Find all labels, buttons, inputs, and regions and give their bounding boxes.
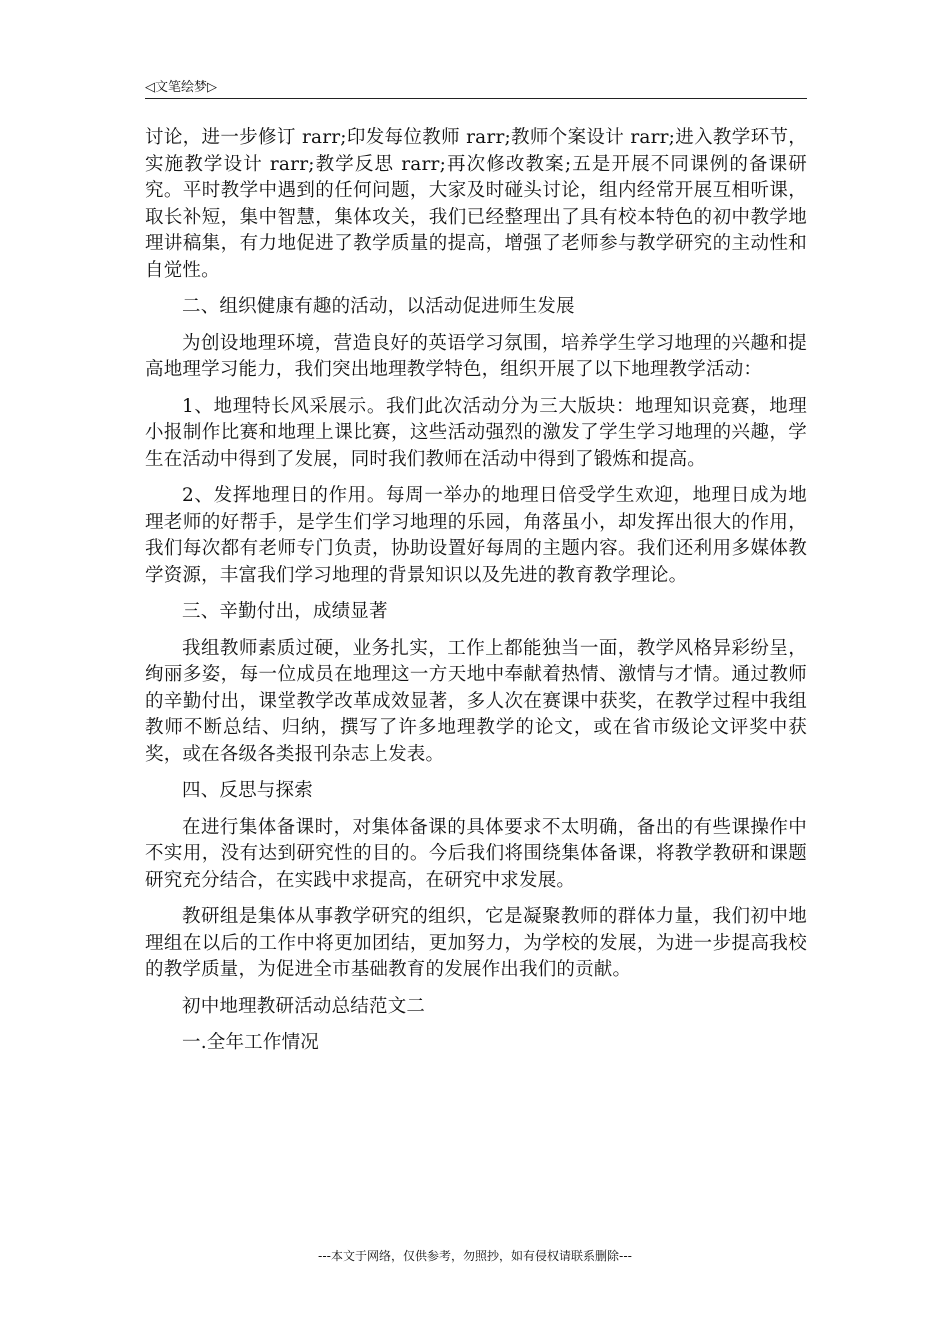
paragraph: 在进行集体备课时，对集体备课的具体要求不太明确，备出的有些课操作中不实用，没有达到研究性的目的。今后我们将围绕集体备课，将教学教研和课题研究充分结合，在实践中求提高，在研究中求发展。 <box>145 816 807 891</box>
header-brand: ◁文笔绘梦▷ <box>145 80 217 95</box>
list-item-2: 2、发挥地理日的作用。每周一举办的地理日倍受学生欢迎，地理日成为地理老师的好帮手，是学生们学习地理的乐园，角落虽小，却发挥出很大的作用，我们每次都有老师专门负责，协助设置好每周的主题内容。我们还利用多媒体教学资源，丰富我们学习地理的背景知识以及先进的教育教学理论。 <box>145 485 807 586</box>
paragraph: 我组教师素质过硬，业务扎实，工作上都能独当一面，教学风格异彩纷呈，绚丽多姿，每一位成员在地理这一方天地中奉献着热情、激情与才情。通过教师的辛勤付出，课堂教学改革成效显著，多人次在赛课中获奖，在教学过程中我组教师不断总结、归纳，撰写了许多地理教学的论文，或在省市级论文评奖中获奖，或在各级各类报刊杂志上发表。 <box>145 637 807 765</box>
section-heading-4: 四、反思与探索 <box>182 780 313 801</box>
document-body <box>145 125 807 1067</box>
paragraph: 为创设地理环境，营造良好的英语学习氛围，培养学生学习地理的兴趣和提高地理学习能力，我们突出地理教学特色，组织开展了以下地理教学活动： <box>145 332 807 380</box>
list-item-1: 1、地理特长风采展示。我们此次活动分为三大版块：地理知识竞赛，地理小报制作比赛和地理上课比赛，这些活动强烈的激发了学生学习地理的兴趣，学生在活动中得到了发展，同时我们教师在活动中得到了锻炼和提高。 <box>145 395 807 470</box>
section-heading-2: 二、组织健康有趣的活动，以活动促进师生发展 <box>182 296 575 317</box>
paragraph: 教研组是集体从事教学研究的组织，它是凝聚教师的群体力量，我们初中地理组在以后的工作中将更加团结，更加努力，为学校的发展，为进一步提高我校的教学质量，为促进全市基础教育的发展作出我们的贡献。 <box>145 906 807 980</box>
page-footer-notice: ---本文于网络，仅供参考，勿照抄，如有侵权请联系删除--- <box>318 1249 632 1263</box>
paragraph-continued: 讨论，进一步修订 rarr;印发每位教师 rarr;教师个案设计 rarr;进入教学环节，实施教学设计 rarr;教学反思 rarr;再次修改教案;五是开展不同课例的备课研究。平时教学中遇到的任何问题，大家及时碰头讨论，组内经常开展互相听课，取长补短，集中智慧，集体攻关，我们已经整理出了具有校本特色的初中教学地理讲稿集，有力地促进了教学质量的提高，增强了老师参与教学研究的主动性和自觉性。 <box>145 127 807 281</box>
section-heading-3: 三、辛勤付出，成绩显著 <box>182 601 388 622</box>
page-header <box>145 74 807 99</box>
document-subtitle: 初中地理教研活动总结范文二 <box>182 995 426 1017</box>
section-heading-1: 一.全年工作情况 <box>182 1032 319 1053</box>
